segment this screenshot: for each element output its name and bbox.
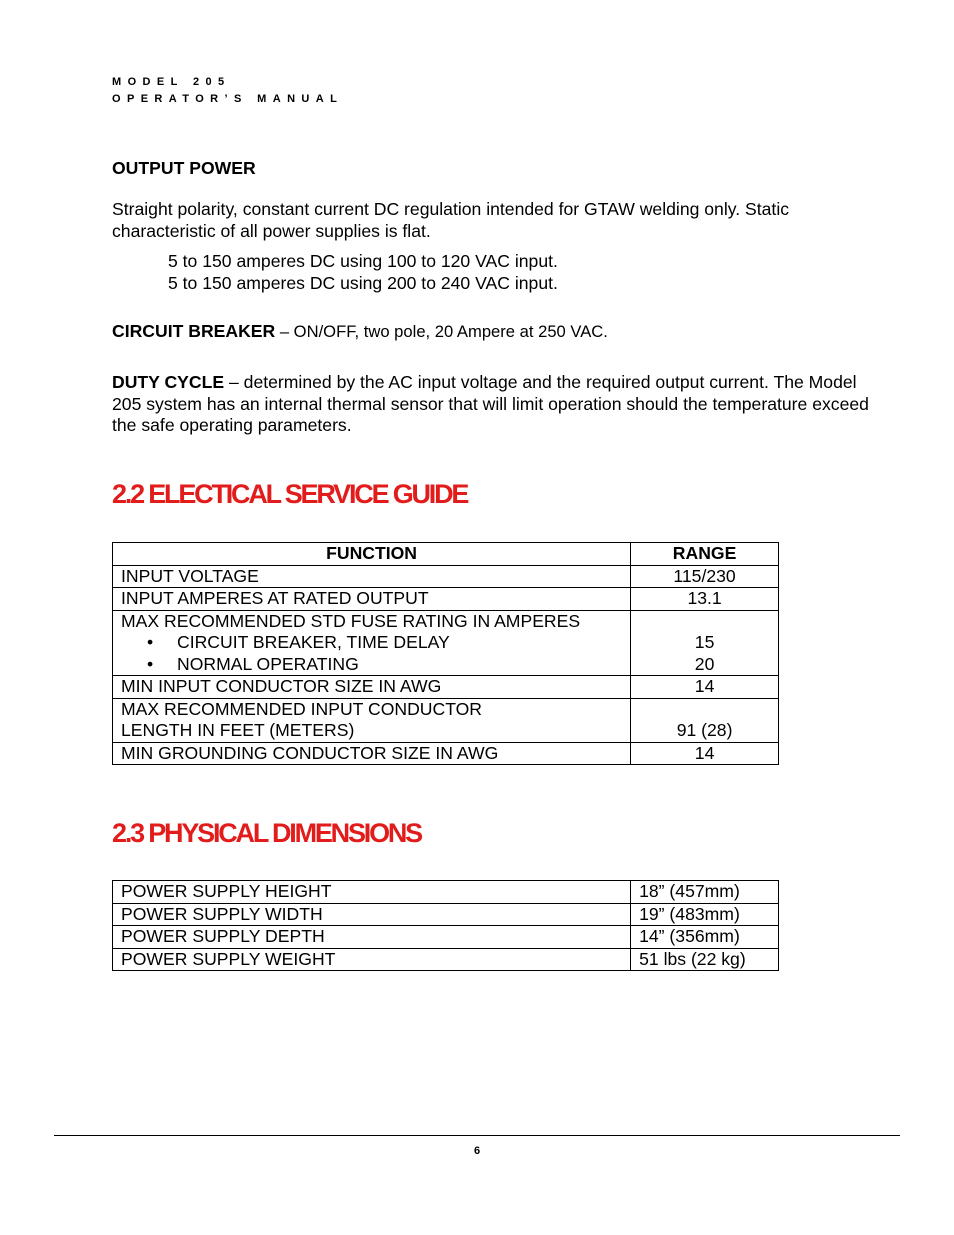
circuit-breaker-paragraph <box>112 321 608 343</box>
function-text: LENGTH IN FEET (METERS) <box>121 720 355 740</box>
section-2-3-title: 2.3 PHYSICAL DIMENSIONS <box>112 818 421 848</box>
table-row <box>113 881 779 904</box>
table-row <box>113 676 779 699</box>
dimension-value: 19” (483mm) <box>631 903 779 926</box>
dimension-label: POWER SUPPLY WEIGHT <box>113 948 631 971</box>
range-cell <box>631 610 779 676</box>
dimension-value: 51 lbs (22 kg) <box>631 948 779 971</box>
table-row <box>113 948 779 971</box>
range-value: 15 <box>694 632 715 652</box>
range-cell: 14 <box>631 742 779 765</box>
dimension-label: POWER SUPPLY DEPTH <box>113 926 631 949</box>
table-row <box>113 742 779 765</box>
range-cell: 14 <box>631 676 779 699</box>
bullet-text: NORMAL OPERATING <box>177 653 359 674</box>
range-cell: 13.1 <box>631 588 779 611</box>
header-model: MODEL 205 <box>112 76 231 88</box>
dimension-value: 18” (457mm) <box>631 881 779 904</box>
bullet-item <box>121 632 622 654</box>
table-row <box>113 903 779 926</box>
dimension-label: POWER SUPPLY HEIGHT <box>113 881 631 904</box>
column-header-range: RANGE <box>631 543 779 566</box>
dimension-value: 14” (356mm) <box>631 926 779 949</box>
column-header-function: FUNCTION <box>113 543 631 566</box>
header-manual-title: OPERATOR’S MANUAL <box>112 93 344 105</box>
circuit-breaker-label: CIRCUIT BREAKER <box>112 321 276 341</box>
duty-cycle-paragraph <box>112 372 872 437</box>
section-2-2-title: 2.2 ELECTICAL SERVICE GUIDE <box>112 479 468 509</box>
table-row <box>113 565 779 588</box>
bullet-icon: • <box>147 632 154 652</box>
range-cell: 115/230 <box>631 565 779 588</box>
table-row <box>113 926 779 949</box>
function-text: MAX RECOMMENDED STD FUSE RATING IN AMPERES <box>121 610 581 631</box>
output-power-line-1: 5 to 150 amperes DC using 100 to 120 VAC input. <box>168 251 558 271</box>
electrical-service-table <box>112 542 779 765</box>
function-cell <box>113 698 631 742</box>
function-cell: INPUT AMPERES AT RATED OUTPUT <box>113 588 631 611</box>
table-header-row <box>113 543 779 566</box>
duty-cycle-text: – determined by the AC input voltage and the required output current. The Model 205 system has an internal thermal sensor that will limit operation should the temperature exceed the safe operating parameters. <box>112 372 869 435</box>
table-row <box>113 588 779 611</box>
bullet-icon: • <box>147 653 154 674</box>
output-power-paragraph: Straight polarity, constant current DC regulation intended for GTAW welding only. Static characteristic of all power supplies is flat. <box>112 199 790 241</box>
function-cell: INPUT VOLTAGE <box>113 565 631 588</box>
physical-dimensions-table <box>112 880 779 971</box>
function-cell <box>113 610 631 676</box>
table-row <box>113 698 779 742</box>
bullet-text: CIRCUIT BREAKER, TIME DELAY <box>177 632 450 652</box>
page-number: 6 <box>473 1145 481 1157</box>
bullet-item <box>121 654 622 676</box>
function-cell: MIN GROUNDING CONDUCTOR SIZE IN AWG <box>113 742 631 765</box>
range-value: 20 <box>694 653 715 674</box>
duty-cycle-label: DUTY CYCLE <box>112 372 225 392</box>
table-row <box>113 610 779 676</box>
output-power-heading: OUTPUT POWER <box>112 158 256 178</box>
output-power-line-2: 5 to 150 amperes DC using 200 to 240 VAC input. <box>168 273 558 293</box>
footer-divider <box>54 1135 900 1136</box>
dimension-label: POWER SUPPLY WIDTH <box>113 903 631 926</box>
function-cell: MIN INPUT CONDUCTOR SIZE IN AWG <box>113 676 631 699</box>
circuit-breaker-text: – ON/OFF, two pole, 20 Ampere at 250 VAC. <box>275 322 608 341</box>
range-cell: 91 (28) <box>631 698 779 742</box>
function-text: MAX RECOMMENDED INPUT CONDUCTOR <box>121 698 483 719</box>
